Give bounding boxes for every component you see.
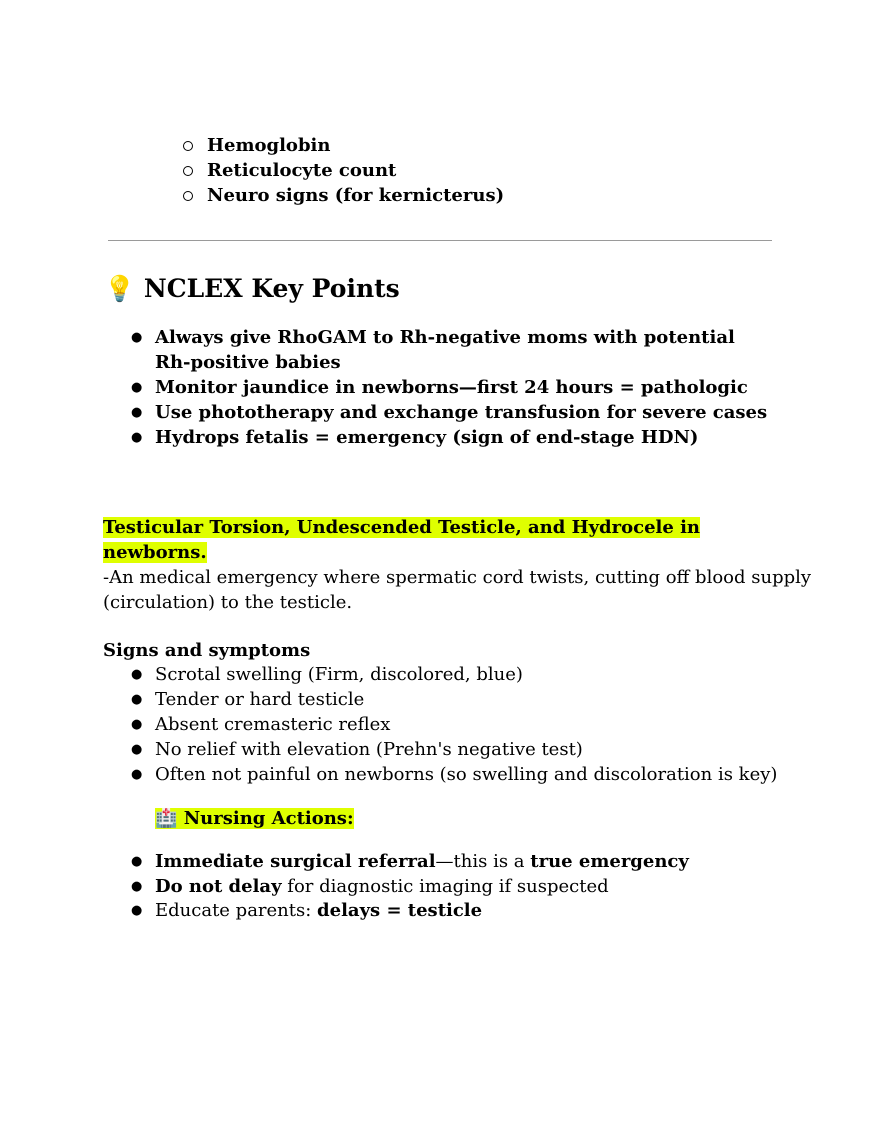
list-item-continuation: Rh-positive babies [155,352,341,373]
sub-list-item: Neuro signs (for kernicterus) [207,185,505,206]
circle-bullet-icon [183,191,193,201]
torsion-title: Testicular Torsion, Undescended Testicle, and Hydrocele in [103,517,701,538]
bullet-icon: ● [131,405,143,420]
action-item: Do not delay for diagnostic imaging if suspected [155,876,609,897]
bullet-icon: ● [131,767,143,782]
circle-bullet-icon [183,141,193,151]
sign-item: No relief with elevation (Prehn's negative test) [155,739,583,760]
action-item: Immediate surgical referral—this is a true emergency [155,851,689,872]
lightbulb-icon: 💡 [104,274,136,303]
sign-item: Absent cremasteric reflex [155,714,391,735]
list-item: Hydrops fetalis = emergency (sign of end-stage HDN) [155,427,699,448]
sign-item: Often not painful on newborns (so swelling and discoloration is key) [155,764,778,785]
signs-heading: Signs and symptoms [103,640,311,661]
horizontal-divider [108,240,772,241]
bullet-icon: ● [131,879,143,894]
hospital-icon: 🏥 [155,808,178,829]
torsion-description-continued: (circulation) to the testicle. [103,592,353,613]
section-heading-nclex [104,274,400,304]
bullet-icon: ● [131,717,143,732]
nursing-actions-heading [155,808,354,829]
bullet-icon: ● [131,430,143,445]
section-heading-text: NCLEX Key Points [143,274,400,303]
bullet-icon: ● [131,380,143,395]
sub-list-item: Hemoglobin [207,135,331,156]
bullet-icon: ● [131,903,143,918]
nursing-actions-text: Nursing Actions: [183,808,354,829]
bullet-icon: ● [131,667,143,682]
list-item: Always give RhoGAM to Rh-negative moms with potential [155,327,735,348]
sign-item: Scrotal swelling (Firm, discolored, blue) [155,664,523,685]
sub-list-item: Reticulocyte count [207,160,397,181]
circle-bullet-icon [183,166,193,176]
bullet-icon: ● [131,742,143,757]
list-item: Use phototherapy and exchange transfusion for severe cases [155,402,768,423]
torsion-title-continued: newborns. [103,542,207,563]
bullet-icon: ● [131,854,143,869]
bullet-icon: ● [131,692,143,707]
torsion-description: -An medical emergency where spermatic cord twists, cutting off blood supply [103,567,812,588]
sign-item: Tender or hard testicle [155,689,365,710]
list-item: Monitor jaundice in newborns—first 24 hours = pathologic [155,377,748,398]
bullet-icon: ● [131,330,143,345]
action-item: Educate parents: delays = testicle [155,900,483,921]
